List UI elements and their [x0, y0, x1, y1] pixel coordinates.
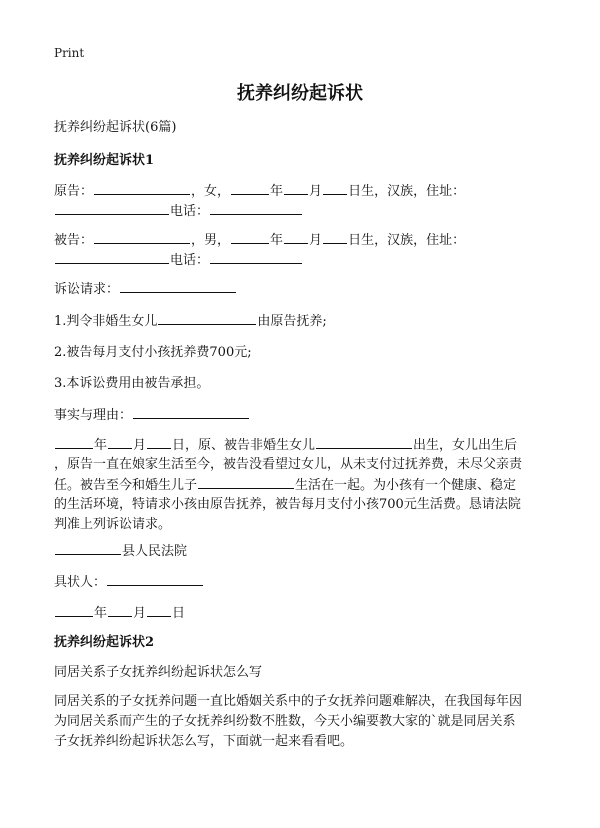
date-month-blank: [108, 603, 132, 617]
facts-born: 出生，女儿出生后: [413, 438, 518, 453]
page-title: 抚养纠纷起诉状: [237, 83, 363, 104]
facts-month-blank: [108, 435, 132, 449]
section2-subheading: 同居关系子女抚养纠纷起诉状怎么写: [54, 665, 263, 680]
plaintiff-phone-label: 电话：: [170, 204, 210, 219]
defendant-label: 被告：: [54, 233, 94, 248]
section2-body-line3: 子女抚养纠纷起诉状怎么写，下面就一起来看看吧。: [54, 734, 354, 749]
plaintiff-phone-blank: [210, 201, 302, 215]
facts-son-blank: [198, 475, 294, 489]
defendant-phone-blank: [210, 250, 302, 264]
date-day-blank: [147, 603, 171, 617]
plaintiff-month: 月: [309, 184, 323, 199]
facts-year-blank: [55, 435, 93, 449]
defendant-year: 年: [270, 233, 284, 248]
facts-para-line3: [54, 475, 516, 496]
facts-blank: [133, 405, 249, 419]
date-day: 日: [172, 606, 186, 621]
defendant-day-blank: [323, 230, 347, 244]
date-line: [54, 603, 185, 624]
plaintiff-address-line: [54, 201, 303, 222]
defendant-month: 月: [309, 233, 323, 248]
facts-year: 年: [94, 438, 108, 453]
section1-heading: 抚养纠纷起诉状1: [54, 153, 155, 168]
plaintiff-year-blank: [231, 181, 269, 195]
plaintiff-year: 年: [270, 184, 284, 199]
court-line: [54, 541, 187, 562]
signer-line: [54, 572, 204, 593]
claims-line: [54, 279, 237, 300]
claims-blank: [120, 279, 236, 293]
court-name: 县人民法院: [122, 544, 188, 559]
signer-blank: [107, 572, 203, 586]
plaintiff-day-suffix: 日生，汉族，住址：: [348, 184, 466, 199]
facts-para-line5: 判准上列诉讼请求。: [54, 517, 172, 532]
defendant-name-blank: [94, 230, 190, 244]
facts-line: [54, 405, 250, 426]
section2-body-line2: 为同居关系而产生的子女抚养纠纷数不胜数，今天小编要教大家的`就是同居关系: [54, 714, 516, 729]
print-link[interactable]: Print: [54, 46, 85, 60]
signer-label: 具状人：: [54, 575, 107, 590]
date-year-blank: [55, 603, 93, 617]
defendant-day-suffix: 日生，汉族，住址：: [348, 233, 466, 248]
defendant-address-line: [54, 250, 303, 271]
facts-label: 事实与理由：: [54, 408, 133, 423]
court-blank: [55, 541, 121, 555]
facts-para-line2: ，原告一直在娘家生活至今，被告没看望过女儿，从未支付过抚养费，未尽父亲责: [54, 457, 523, 472]
section2-body-line1: 同居关系的子女抚养问题一直比婚姻关系中的子女抚养问题难解决，在我国每年因: [54, 694, 523, 709]
document-subtitle: 抚养纠纷起诉状(6篇): [54, 120, 177, 135]
defendant-year-blank: [231, 230, 269, 244]
defendant-gender: ，男，: [191, 233, 231, 248]
facts-month: 月: [133, 438, 147, 453]
claim-1: [54, 311, 327, 332]
date-month: 月: [133, 606, 147, 621]
facts-day-blank: [147, 435, 171, 449]
plaintiff-address-blank: [55, 201, 169, 215]
facts-para-line4: 的生活环境，特请求小孩由原告抚养，被告每月支付小孩700元生活费。恳请法院: [54, 497, 521, 512]
plaintiff-name-blank: [94, 181, 190, 195]
plaintiff-gender: ，女，: [191, 184, 231, 199]
defendant-address-blank: [55, 250, 169, 264]
section2-heading: 抚养纠纷起诉状2: [54, 635, 155, 650]
claim1-blank: [158, 311, 256, 325]
facts-line3-post: 生活在一起。为小孩有一个健康、稳定: [295, 478, 517, 493]
claim1-pre: 1.判令非婚生女儿: [54, 314, 158, 329]
facts-day-text: 日，原、被告非婚生女儿: [172, 438, 316, 453]
plaintiff-line: [54, 181, 465, 202]
claim-2: 2.被告每月支付小孩抚养费700元;: [54, 345, 252, 360]
plaintiff-label: 原告：: [54, 184, 94, 199]
claim1-post: 由原告抚养;: [257, 314, 327, 329]
facts-daughter-blank: [316, 435, 412, 449]
defendant-phone-label: 电话：: [170, 253, 210, 268]
date-year: 年: [94, 606, 108, 621]
facts-para-line1: [54, 435, 517, 456]
facts-line3-pre: 任。被告至今和婚生儿子: [54, 478, 198, 493]
plaintiff-month-blank: [284, 181, 308, 195]
defendant-line: [54, 230, 465, 251]
plaintiff-day-blank: [323, 181, 347, 195]
claims-label: 诉讼请求：: [54, 282, 120, 297]
defendant-month-blank: [284, 230, 308, 244]
claim-3: 3.本诉讼费用由被告承担。: [54, 376, 210, 391]
